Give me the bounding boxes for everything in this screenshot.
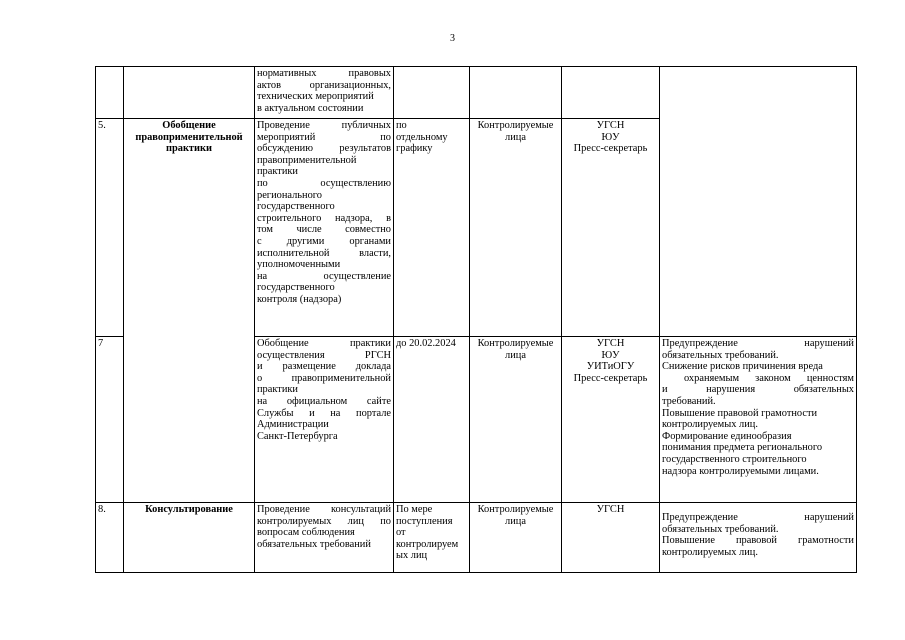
action-line: Администрации (257, 419, 329, 431)
responsible-cell (562, 67, 660, 119)
deadline-cell (394, 503, 470, 573)
subjects-line: Контролируемые (477, 504, 554, 515)
deadline-line: контролируем (396, 538, 459, 550)
action-line: уполномоченными (257, 259, 341, 271)
result-line: понимания предмета регионального (662, 442, 823, 454)
action-line: строительного надзора, в (257, 212, 391, 224)
page-number: 3 (450, 33, 455, 44)
result-line: обязательных требований. (662, 523, 779, 535)
result-line: Предупреждение нарушений (662, 512, 854, 523)
responsible-cell (562, 503, 660, 573)
group-label-line: Обобщение (162, 120, 216, 131)
action-line: с другими органами (257, 235, 391, 247)
activity-group-generalization (124, 119, 255, 503)
result-line: охраняемым законом ценностям (684, 372, 854, 384)
action-cell (255, 503, 394, 573)
action-line: обсуждению результатов (257, 143, 391, 155)
responsible-line: УГСН (596, 338, 625, 349)
row-number-cell: 7 (96, 337, 124, 503)
result-line: Формирование единообразия (662, 430, 792, 442)
action-line: на осуществление (257, 270, 391, 282)
action-line: том числе совместно (257, 224, 391, 236)
deadline-line: отдельному (396, 131, 448, 143)
responsible-line: УИТиОГУ (586, 361, 635, 373)
result-cell (660, 503, 857, 573)
action-line: Проведение публичных (257, 120, 391, 131)
action-line: нормативных правовых (257, 68, 391, 79)
deadline-line: ых лиц (396, 550, 428, 562)
action-line: осуществления РГСН (257, 349, 391, 361)
deadline-cell (394, 67, 470, 119)
deadline-line: по (396, 120, 407, 131)
action-line: государственного (257, 201, 335, 213)
result-line: контролируемых лиц. (662, 419, 758, 431)
subjects-line: лица (505, 349, 526, 361)
action-line: практики (257, 166, 298, 178)
subjects-line: Контролируемые (477, 120, 554, 131)
deadline-line: графику (396, 143, 433, 155)
deadline-cell (394, 337, 470, 503)
deadline-line: до 20.02.2024 (396, 338, 456, 349)
subjects-cell (470, 337, 562, 503)
responsible-cell (562, 337, 660, 503)
action-line: государственного (257, 282, 335, 294)
deadline-line: от (396, 527, 406, 539)
action-line: регионального (257, 189, 322, 201)
result-cell (660, 67, 857, 337)
action-cell (255, 119, 394, 337)
responsible-line: ЮУ (601, 349, 620, 361)
result-line: Предупреждение нарушений (662, 338, 854, 349)
row-number-cell: 5. (96, 119, 124, 337)
action-line: на официальном сайте (257, 395, 391, 407)
subjects-cell (470, 119, 562, 337)
action-line: мероприятий по (257, 131, 391, 143)
result-line: и нарушения обязательных (662, 384, 854, 396)
responsible-line: УГСН (596, 504, 625, 515)
action-line: и размещение доклада (257, 361, 391, 373)
activity-group-consulting: Консультирование (124, 503, 255, 573)
action-line: о правоприменительной (257, 372, 391, 384)
subjects-cell (470, 503, 562, 573)
subjects-line: Контролируемые (477, 338, 554, 349)
action-line: практики (257, 384, 298, 396)
subjects-cell (470, 67, 562, 119)
deadline-line: По мере (396, 504, 433, 515)
responsible-cell (562, 119, 660, 337)
action-line: исполнительной власти, (257, 247, 391, 259)
action-line: актов организационных, (257, 79, 391, 91)
result-line: обязательных требований. (662, 349, 779, 361)
group-label-line: практики (165, 143, 212, 155)
deadline-line: поступления (396, 515, 453, 527)
action-line: в актуальном состоянии (257, 102, 364, 114)
result-line: Повышение правовой грамотности (662, 535, 854, 547)
group-label-line: правоприменительной (135, 131, 243, 143)
action-line: Обобщение практики (257, 338, 391, 349)
activity-group-cell (124, 67, 255, 119)
action-line: правоприменительной (257, 154, 357, 166)
responsible-line: Пресс-секретарь (573, 143, 648, 155)
result-line: надзора контролируемыми лицами. (662, 465, 819, 477)
result-line: требований. (662, 395, 716, 407)
action-cell (255, 67, 394, 119)
action-line: Санкт-Петербурга (257, 430, 338, 442)
action-line: обязательных требований (257, 538, 371, 550)
action-line: по осуществлению (257, 177, 391, 189)
result-line: контролируемых лиц. (662, 546, 758, 558)
result-line: государственного строительного (662, 453, 807, 465)
result-line: Повышение правовой грамотности (662, 407, 818, 419)
deadline-cell (394, 119, 470, 337)
row-number-cell (96, 67, 124, 119)
row-number-cell: 8. (96, 503, 124, 573)
prevention-plan-table (95, 66, 857, 573)
table-row (96, 67, 857, 119)
subjects-line: лица (505, 515, 526, 527)
responsible-line: УГСН (596, 120, 625, 131)
action-line: контроля (надзора) (257, 293, 342, 305)
result-cell (660, 337, 857, 503)
action-cell (255, 337, 394, 503)
action-line: контролируемых лиц по (257, 515, 391, 527)
action-line: технических мероприятий (257, 91, 374, 103)
result-line: Снижение рисков причинения вреда (662, 361, 823, 373)
action-line: вопросам соблюдения (257, 527, 355, 539)
responsible-line: ЮУ (601, 131, 620, 143)
action-line: Службы и на портале (257, 407, 391, 419)
action-line: Проведение консультаций (257, 504, 391, 515)
subjects-line: лица (505, 131, 526, 143)
responsible-line: Пресс-секретарь (573, 372, 648, 384)
table-row (96, 503, 857, 573)
